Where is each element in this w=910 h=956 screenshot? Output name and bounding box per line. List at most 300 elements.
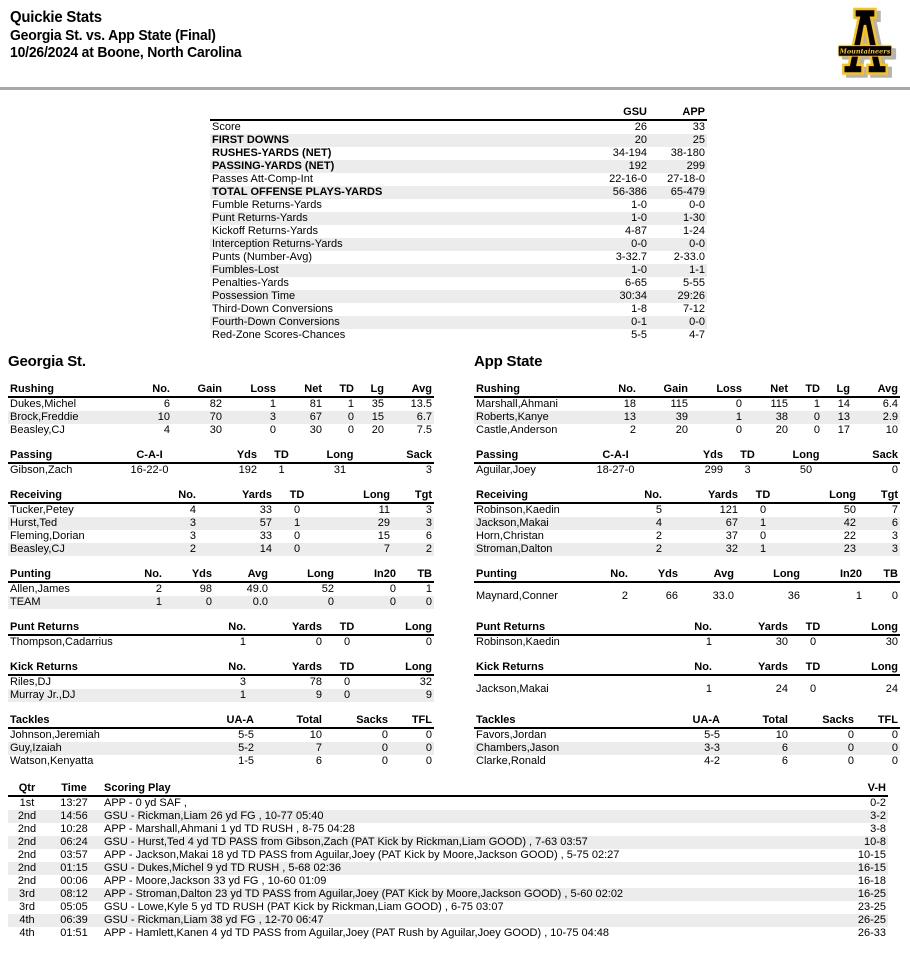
column-header: Long: [786, 488, 858, 503]
table-cell: GSU - Lowe,Kyle 5 yd TD RUSH (PAT Kick by Rickman,Liam GOOD) , 6-75 03:07: [104, 901, 504, 913]
table-cell: 0: [891, 755, 898, 767]
table-cell: 0-1: [631, 316, 647, 328]
table-cell: 35: [371, 398, 384, 410]
table-cell: 5-55: [682, 277, 705, 289]
table-cell: 2nd: [17, 862, 37, 874]
table-cell: 36: [787, 589, 800, 602]
table-cell: 121: [719, 504, 738, 516]
table-row: [8, 742, 434, 755]
table-cell: Guy,Izaiah: [10, 742, 62, 754]
table-cell: 5: [655, 504, 662, 516]
column-header: Yds: [663, 448, 725, 463]
table-cell: Kickoff Returns-Yards: [212, 225, 318, 237]
column-header: No.: [122, 382, 172, 397]
table-header-row: [8, 660, 434, 675]
table-cell: 6-65: [624, 277, 647, 289]
column-header: Sacks: [790, 713, 856, 728]
table-cell: Roberts,Kanye: [476, 411, 549, 423]
table-cell: 0-0: [689, 199, 705, 211]
table-cell: 13: [623, 411, 636, 423]
block-a-icon: [843, 9, 886, 73]
table-row: [8, 901, 888, 914]
table-cell: 6: [891, 517, 898, 529]
column-header: Sack: [376, 448, 434, 463]
table-header-row: [474, 488, 900, 503]
table-cell: 0: [381, 729, 388, 741]
table-cell: 2.9: [882, 411, 898, 423]
column-header: Total: [256, 713, 324, 728]
gsu-receiving-table: [8, 488, 434, 556]
column-header: Long: [370, 660, 434, 675]
column-header: Punting: [8, 567, 118, 582]
kick-returns-section: [8, 660, 900, 702]
table-cell: 0: [381, 755, 388, 767]
table-row: [210, 120, 707, 134]
table-cell: Punt Returns-Yards: [212, 212, 308, 224]
table-cell: 3: [269, 411, 276, 423]
table-cell: 1: [813, 398, 820, 410]
logo-banner-text: Mountaineers: [839, 47, 891, 56]
column-header: Long: [370, 620, 434, 635]
table-cell: 0: [735, 398, 742, 410]
column-header: Lg: [356, 382, 386, 397]
gsu-punt-returns-table: [8, 620, 434, 649]
table-cell: 15: [371, 411, 384, 423]
column-header: TD: [259, 448, 304, 463]
table-cell: 20: [775, 424, 788, 436]
table-row: [474, 517, 900, 530]
column-header: TD: [324, 382, 356, 397]
table-header-row: [8, 448, 434, 463]
table-row: [210, 173, 707, 186]
table-cell: 57: [259, 517, 272, 529]
table-cell: 11: [378, 504, 390, 516]
table-cell: Fourth-Down Conversions: [212, 316, 340, 328]
table-row: [8, 582, 434, 596]
table-cell: 2: [621, 589, 628, 602]
table-cell: 10: [775, 729, 788, 741]
tackles-section: [8, 713, 900, 768]
table-header-row: [210, 105, 707, 120]
column-header: TD: [274, 488, 320, 503]
table-cell: FIRST DOWNS: [212, 134, 289, 146]
table-cell: 52: [321, 583, 334, 595]
table-cell: 6: [163, 398, 170, 410]
table-cell: 10: [885, 424, 898, 436]
table-cell: APP - 0 yd SAF ,: [104, 797, 187, 809]
table-cell: 0: [327, 596, 334, 608]
table-row: [210, 160, 707, 173]
column-header: Avg: [680, 567, 736, 582]
table-cell: 3: [189, 530, 196, 542]
column-header: Passing: [474, 448, 568, 463]
table-cell: 115: [670, 398, 688, 410]
table-cell: 18-27-0: [596, 464, 635, 476]
column-header: Yards: [714, 660, 790, 675]
table-cell: 26: [634, 121, 647, 133]
table-cell: 2: [155, 583, 162, 595]
column-header: V-H: [828, 781, 888, 796]
table-cell: 3: [425, 517, 432, 529]
column-header: No.: [118, 567, 164, 582]
table-cell: 4th: [19, 927, 35, 939]
team-stats-section: [210, 105, 707, 342]
app-passing-table: [474, 448, 900, 477]
table-cell: 4-87: [624, 225, 647, 237]
table-row: [474, 675, 900, 702]
column-header: Tgt: [392, 488, 434, 503]
table-cell: 2: [629, 424, 636, 436]
column-header: Receiving: [474, 488, 602, 503]
table-cell: Robinson,Kaedin: [476, 504, 560, 516]
table-cell: 20: [675, 424, 688, 436]
column-header: Net: [744, 382, 790, 397]
table-cell: 9: [315, 689, 322, 701]
column-header: APP: [649, 105, 707, 120]
table-cell: 0: [343, 636, 351, 648]
table-cell: 0: [735, 424, 742, 436]
table-cell: 4th: [19, 914, 35, 926]
page-header: [0, 0, 910, 87]
table-cell: 30: [309, 424, 322, 436]
team-sections: [0, 353, 910, 768]
table-cell: Jackson,Makai: [476, 517, 549, 529]
table-cell: 1: [759, 517, 767, 529]
table-cell: 32: [725, 543, 738, 555]
table-cell: 4: [655, 517, 662, 529]
table-cell: 3-3: [704, 742, 720, 754]
table-cell: 9: [425, 689, 432, 701]
table-cell: Maynard,Conner: [476, 589, 558, 602]
table-row: [8, 810, 888, 823]
table-cell: 299: [704, 464, 723, 476]
table-cell: 2-33.0: [673, 251, 705, 263]
table-cell: 50: [799, 464, 813, 476]
table-cell: TEAM: [10, 596, 41, 608]
table-row: [8, 635, 434, 649]
column-header: Passing: [8, 448, 102, 463]
table-cell: 23-25: [857, 901, 886, 913]
table-cell: 0: [847, 742, 854, 754]
table-cell: TOTAL OFFENSE PLAYS-YARDS: [212, 186, 383, 198]
table-row: [210, 147, 707, 160]
table-cell: 30: [885, 636, 898, 648]
table-cell: 3: [189, 517, 196, 529]
table-cell: 192: [628, 160, 647, 172]
table-cell: 3: [425, 464, 432, 476]
date-location-line: 10/26/2024 at Boone, North Carolina: [10, 44, 242, 61]
app-rushing-table: [474, 382, 900, 437]
column-header: TD: [725, 448, 770, 463]
column-header: [210, 105, 587, 120]
matchup-line: Georgia St. vs. App State (Final): [10, 27, 216, 44]
table-cell: 98: [199, 583, 212, 595]
table-header-row: [474, 620, 900, 635]
table-cell: 0: [381, 742, 388, 754]
table-cell: 10:28: [60, 823, 88, 835]
table-row: [474, 728, 900, 742]
column-header: No.: [588, 382, 638, 397]
table-row: [8, 411, 434, 424]
table-cell: 82: [209, 398, 222, 410]
table-cell: 39: [675, 411, 688, 423]
table-cell: 24: [775, 682, 788, 695]
column-header: Gain: [172, 382, 224, 397]
column-header: GSU: [587, 105, 649, 120]
table-cell: 0-0: [689, 238, 705, 250]
table-header-row: [8, 713, 434, 728]
app-state-logo: [834, 5, 896, 85]
table-cell: 1: [293, 517, 301, 529]
column-header: UA-A: [180, 713, 256, 728]
table-cell: 0: [847, 729, 854, 741]
table-cell: 49.0: [246, 583, 268, 595]
app-kick-returns-table: [474, 660, 900, 702]
table-cell: 0-2: [870, 797, 886, 809]
table-cell: APP - Marshall,Ahmani 1 yd TD RUSH , 8-75 04:28: [104, 823, 355, 835]
table-cell: 27-18-0: [667, 173, 705, 185]
column-header: No.: [654, 660, 714, 675]
table-cell: APP - Hamlett,Kanen 4 yd TD PASS from Aguilar,Joey (PAT Rush by Aguilar,Joey GOOD) , 10-75 04:48: [104, 927, 610, 939]
table-cell: 26-33: [857, 927, 886, 939]
column-header: Kick Returns: [8, 660, 188, 675]
table-cell: 1-24: [682, 225, 705, 237]
app-tackles-table: [474, 713, 900, 768]
table-cell: Interception Returns-Yards: [212, 238, 343, 250]
table-cell: 2: [655, 543, 662, 555]
table-cell: Johnson,Jeremiah: [10, 729, 100, 741]
table-cell: 0-0: [631, 238, 647, 250]
table-cell: Beasley,CJ: [10, 424, 65, 436]
gsu-tackles-table: [8, 713, 434, 768]
scoring-plays-table: [8, 781, 888, 940]
table-cell: 0: [759, 530, 767, 542]
table-row: [474, 424, 900, 437]
table-cell: 16-25: [857, 888, 886, 900]
table-cell: 6.7: [416, 411, 432, 423]
column-header: C-A-I: [102, 448, 197, 463]
column-header: TD: [790, 660, 836, 675]
table-cell: 25: [692, 134, 705, 146]
column-header: TFL: [390, 713, 434, 728]
table-cell: GSU - Dukes,Michel 9 yd TD RUSH , 5-68 02:36: [104, 862, 341, 874]
column-header: No.: [654, 620, 714, 635]
column-header: Avg: [214, 567, 270, 582]
table-cell: 0: [891, 742, 898, 754]
table-cell: 34-194: [612, 147, 647, 159]
table-cell: 24: [885, 682, 898, 695]
table-cell: 2nd: [17, 836, 37, 848]
table-header-row: [8, 382, 434, 397]
table-row: [210, 225, 707, 238]
column-header: UA-A: [646, 713, 722, 728]
column-header: Yards: [714, 620, 790, 635]
table-row: [8, 914, 888, 927]
table-cell: 0: [389, 596, 396, 608]
table-cell: 1st: [19, 797, 35, 809]
column-header: Lg: [822, 382, 852, 397]
table-cell: 3rd: [19, 901, 35, 913]
table-row: [8, 849, 888, 862]
table-cell: 3: [891, 530, 898, 542]
table-cell: 4: [189, 504, 196, 516]
column-header: Long: [736, 567, 802, 582]
table-cell: 6: [781, 742, 788, 754]
table-cell: 0: [293, 530, 301, 542]
table-cell: 10-8: [863, 836, 886, 848]
table-cell: 18: [623, 398, 636, 410]
table-header-row: [474, 713, 900, 728]
column-header: Yds: [164, 567, 214, 582]
table-row: [474, 543, 900, 556]
column-header: Net: [278, 382, 324, 397]
column-header: Loss: [690, 382, 744, 397]
table-cell: 7-12: [682, 303, 705, 315]
column-header: Tackles: [474, 713, 646, 728]
table-cell: Beasley,CJ: [10, 543, 65, 555]
table-cell: 22-16-0: [609, 173, 647, 185]
table-cell: APP - Moore,Jackson 33 yd FG , 10-60 01:09: [104, 875, 327, 887]
table-cell: 2nd: [17, 810, 37, 822]
table-cell: 70: [209, 411, 222, 423]
table-cell: 1: [155, 596, 162, 608]
table-cell: 2nd: [17, 875, 37, 887]
table-cell: 0-0: [689, 316, 705, 328]
table-cell: 1: [705, 636, 712, 648]
table-cell: 10: [157, 411, 170, 423]
table-cell: 0: [347, 424, 354, 436]
table-cell: Allen,James: [10, 583, 70, 595]
table-cell: Dukes,Michel: [10, 398, 77, 410]
column-header: Rushing: [8, 382, 122, 397]
column-header: No.: [188, 620, 248, 635]
column-header: Loss: [224, 382, 278, 397]
punting-section: [8, 567, 900, 609]
table-cell: 26-25: [857, 914, 886, 926]
table-row: [8, 888, 888, 901]
table-cell: 3-32.7: [615, 251, 647, 263]
scoring-section: [0, 768, 910, 940]
table-header-row: [474, 660, 900, 675]
table-cell: 0: [813, 424, 820, 436]
table-cell: GSU - Hurst,Ted 4 yd TD PASS from Gibson,Zach (PAT Kick by Rickman,Liam GOOD) , 7-63 03:57: [104, 836, 588, 848]
table-row: [8, 796, 888, 810]
table-cell: 7: [891, 504, 898, 516]
table-cell: 1-0: [631, 212, 647, 224]
rushing-section: [8, 382, 900, 437]
table-cell: 4-7: [689, 329, 705, 341]
column-header: Yards: [198, 488, 274, 503]
table-row: [210, 186, 707, 199]
table-row: [8, 503, 434, 517]
table-cell: 1: [705, 682, 712, 695]
table-row: [474, 411, 900, 424]
table-header-row: [8, 567, 434, 582]
column-header: TD: [790, 620, 836, 635]
table-row: [8, 675, 434, 689]
table-cell: 1-5: [238, 755, 254, 767]
table-cell: Tucker,Petey: [10, 504, 74, 516]
table-cell: 1: [239, 689, 246, 701]
page-title: Quickie Stats: [10, 9, 102, 26]
table-cell: 0: [389, 583, 396, 595]
table-cell: 1-30: [682, 212, 705, 224]
column-header: No.: [188, 660, 248, 675]
column-header: Punt Returns: [474, 620, 654, 635]
table-cell: 0.0: [252, 596, 268, 608]
table-cell: 0: [205, 596, 212, 608]
table-row: [210, 134, 707, 147]
table-cell: 22: [843, 530, 856, 542]
table-cell: Possession Time: [212, 290, 296, 302]
table-cell: 192: [238, 464, 257, 476]
table-cell: Favors,Jordan: [476, 729, 547, 741]
table-cell: Fumbles-Lost: [212, 264, 279, 276]
table-cell: Robinson,Kaedin: [476, 636, 560, 648]
table-cell: 1: [425, 583, 432, 595]
table-cell: 7.5: [416, 424, 432, 436]
table-cell: 1: [347, 398, 354, 410]
table-cell: 15: [377, 530, 390, 542]
table-cell: 1: [278, 464, 285, 476]
table-cell: 3rd: [19, 888, 35, 900]
table-cell: 33: [692, 121, 705, 133]
column-header: Sack: [842, 448, 900, 463]
app-team-name: App State: [474, 353, 543, 370]
table-row: [8, 875, 888, 888]
table-row: [210, 290, 707, 303]
column-header: Sacks: [324, 713, 390, 728]
table-cell: 2nd: [17, 823, 37, 835]
column-header: Long: [304, 448, 376, 463]
table-row: [8, 517, 434, 530]
table-cell: 6: [425, 530, 432, 542]
table-header-row: [8, 488, 434, 503]
table-row: [474, 582, 900, 609]
app-punting-table: [474, 567, 900, 609]
table-cell: 29:26: [677, 290, 705, 302]
table-cell: 0: [759, 504, 767, 516]
table-cell: 17: [837, 424, 850, 436]
table-header-row: [474, 567, 900, 582]
table-cell: 56-386: [612, 186, 647, 198]
table-row: [210, 303, 707, 316]
table-row: [210, 199, 707, 212]
table-cell: 03:57: [60, 849, 88, 861]
table-cell: 81: [309, 398, 322, 410]
table-row: [8, 463, 434, 477]
column-header: In20: [802, 567, 864, 582]
table-cell: 65-479: [670, 186, 705, 198]
table-cell: 3: [891, 543, 898, 555]
column-header: Gain: [638, 382, 690, 397]
table-row: [8, 728, 434, 742]
table-cell: 31: [333, 464, 347, 476]
table-cell: Gibson,Zach: [10, 464, 73, 476]
column-header: Long: [770, 448, 842, 463]
table-cell: 08:12: [60, 888, 88, 900]
column-header: TD: [790, 382, 822, 397]
table-cell: 23: [843, 543, 856, 555]
table-cell: 30: [775, 636, 788, 648]
table-cell: 4-2: [704, 755, 720, 767]
table-cell: Third-Down Conversions: [212, 303, 334, 315]
table-cell: 0: [809, 682, 817, 695]
table-cell: 0: [425, 596, 432, 608]
column-header: Punting: [474, 567, 584, 582]
table-cell: Passes Att-Comp-Int: [212, 173, 313, 185]
table-cell: 1: [269, 398, 276, 410]
